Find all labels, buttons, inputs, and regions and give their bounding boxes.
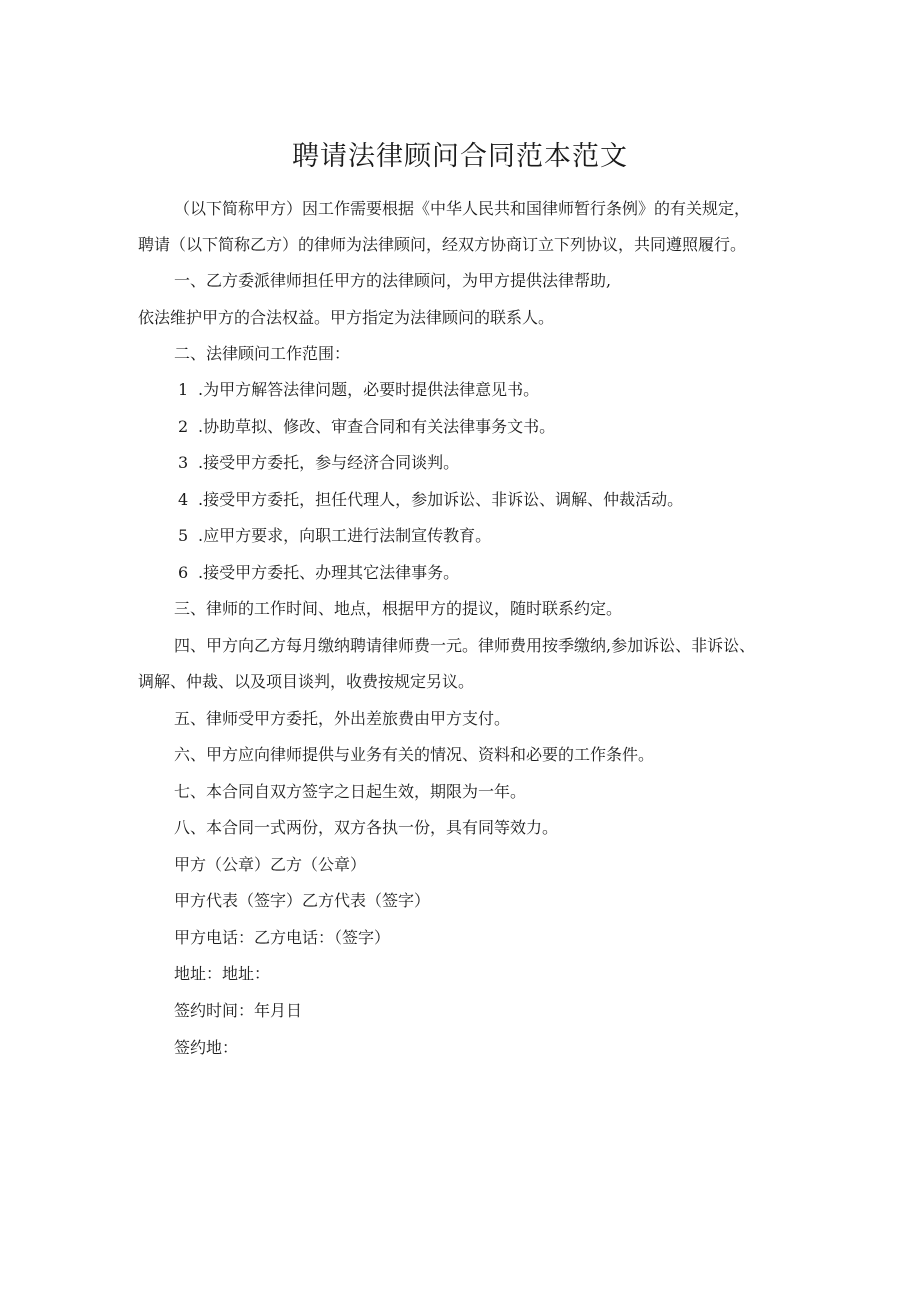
scope-item-text: .接受甲方委托，参与经济合同谈判。: [198, 453, 460, 472]
intro-line-2: 聘请（以下简称乙方）的律师为法律顾问，经双方协商订立下列协议，共同遵照履行。: [138, 235, 747, 254]
clause-2-heading: 二、法律顾问工作范围：: [174, 344, 351, 363]
clause-4-line-1: 四、甲方向乙方每月缴纳聘请律师费一元。律师费用按季缴纳,参加诉讼、非诉讼、: [174, 636, 756, 655]
clause-1-line-2: 依法维护甲方的合法权益。甲方指定为法律顾问的联系人。: [138, 308, 555, 327]
signing-place-line: 签约地：: [174, 1038, 239, 1057]
scope-item: [178, 416, 555, 438]
signing-date-line: 签约时间：年月日: [174, 1001, 303, 1020]
scope-item: [178, 379, 539, 401]
scope-item-text: .接受甲方委托、办理其它法律事务。: [198, 563, 460, 582]
scope-item-number: 2: [178, 417, 189, 436]
scope-item-text: .应甲方要求，向职工进行法制宣传教育。: [198, 526, 492, 545]
scope-item: [178, 562, 459, 584]
scope-item-number: 1: [178, 380, 189, 399]
scope-item: [178, 489, 683, 511]
document-title: 聘请法律顾问合同范本范文: [292, 141, 628, 172]
scope-item-text: .协助草拟、修改、审查合同和有关法律事务文书。: [198, 417, 556, 436]
scope-item-text: .为甲方解答法律问题，必要时提供法律意见书。: [198, 380, 540, 399]
clause-6: 六、甲方应向律师提供与业务有关的情况、资料和必要的工作条件。: [174, 745, 655, 764]
scope-item: [178, 452, 459, 474]
signature-address-line: 地址：地址：: [174, 964, 271, 983]
intro-line-1: （以下简称甲方）因工作需要根据《中华人民共和国律师暂行条例》的有关规定，: [174, 199, 751, 218]
clause-8: 八、本合同一式两份，双方各执一份，具有同等效力。: [174, 818, 559, 837]
clause-1-line-1: 一、乙方委派律师担任甲方的法律顾问，为甲方提供法律帮助,: [174, 271, 612, 290]
clause-5: 五、律师受甲方委托，外出差旅费由甲方支付。: [174, 709, 511, 728]
signature-phone-line: 甲方电话：乙方电话：（签字）: [174, 928, 391, 947]
clause-7: 七、本合同自双方签字之日起生效，期限为一年。: [174, 782, 527, 801]
clause-3: 三、律师的工作时间、地点，根据甲方的提议，随时联系约定。: [174, 599, 623, 618]
scope-item-number: 5: [178, 526, 189, 545]
scope-item-number: 3: [178, 453, 189, 472]
scope-item-number: 6: [178, 563, 189, 582]
scope-item-number: 4: [178, 490, 189, 509]
scope-item: [178, 525, 491, 547]
signature-seal-line: 甲方（公章）乙方（公章）: [174, 855, 367, 874]
signature-representative-line: 甲方代表（签字）乙方代表（签字）: [174, 891, 431, 910]
clause-4-line-2: 调解、仲裁、以及项目谈判，收费按规定另议。: [138, 672, 475, 691]
scope-item-text: .接受甲方委托，担任代理人，参加诉讼、非诉讼、调解、仲裁活动。: [198, 490, 684, 509]
